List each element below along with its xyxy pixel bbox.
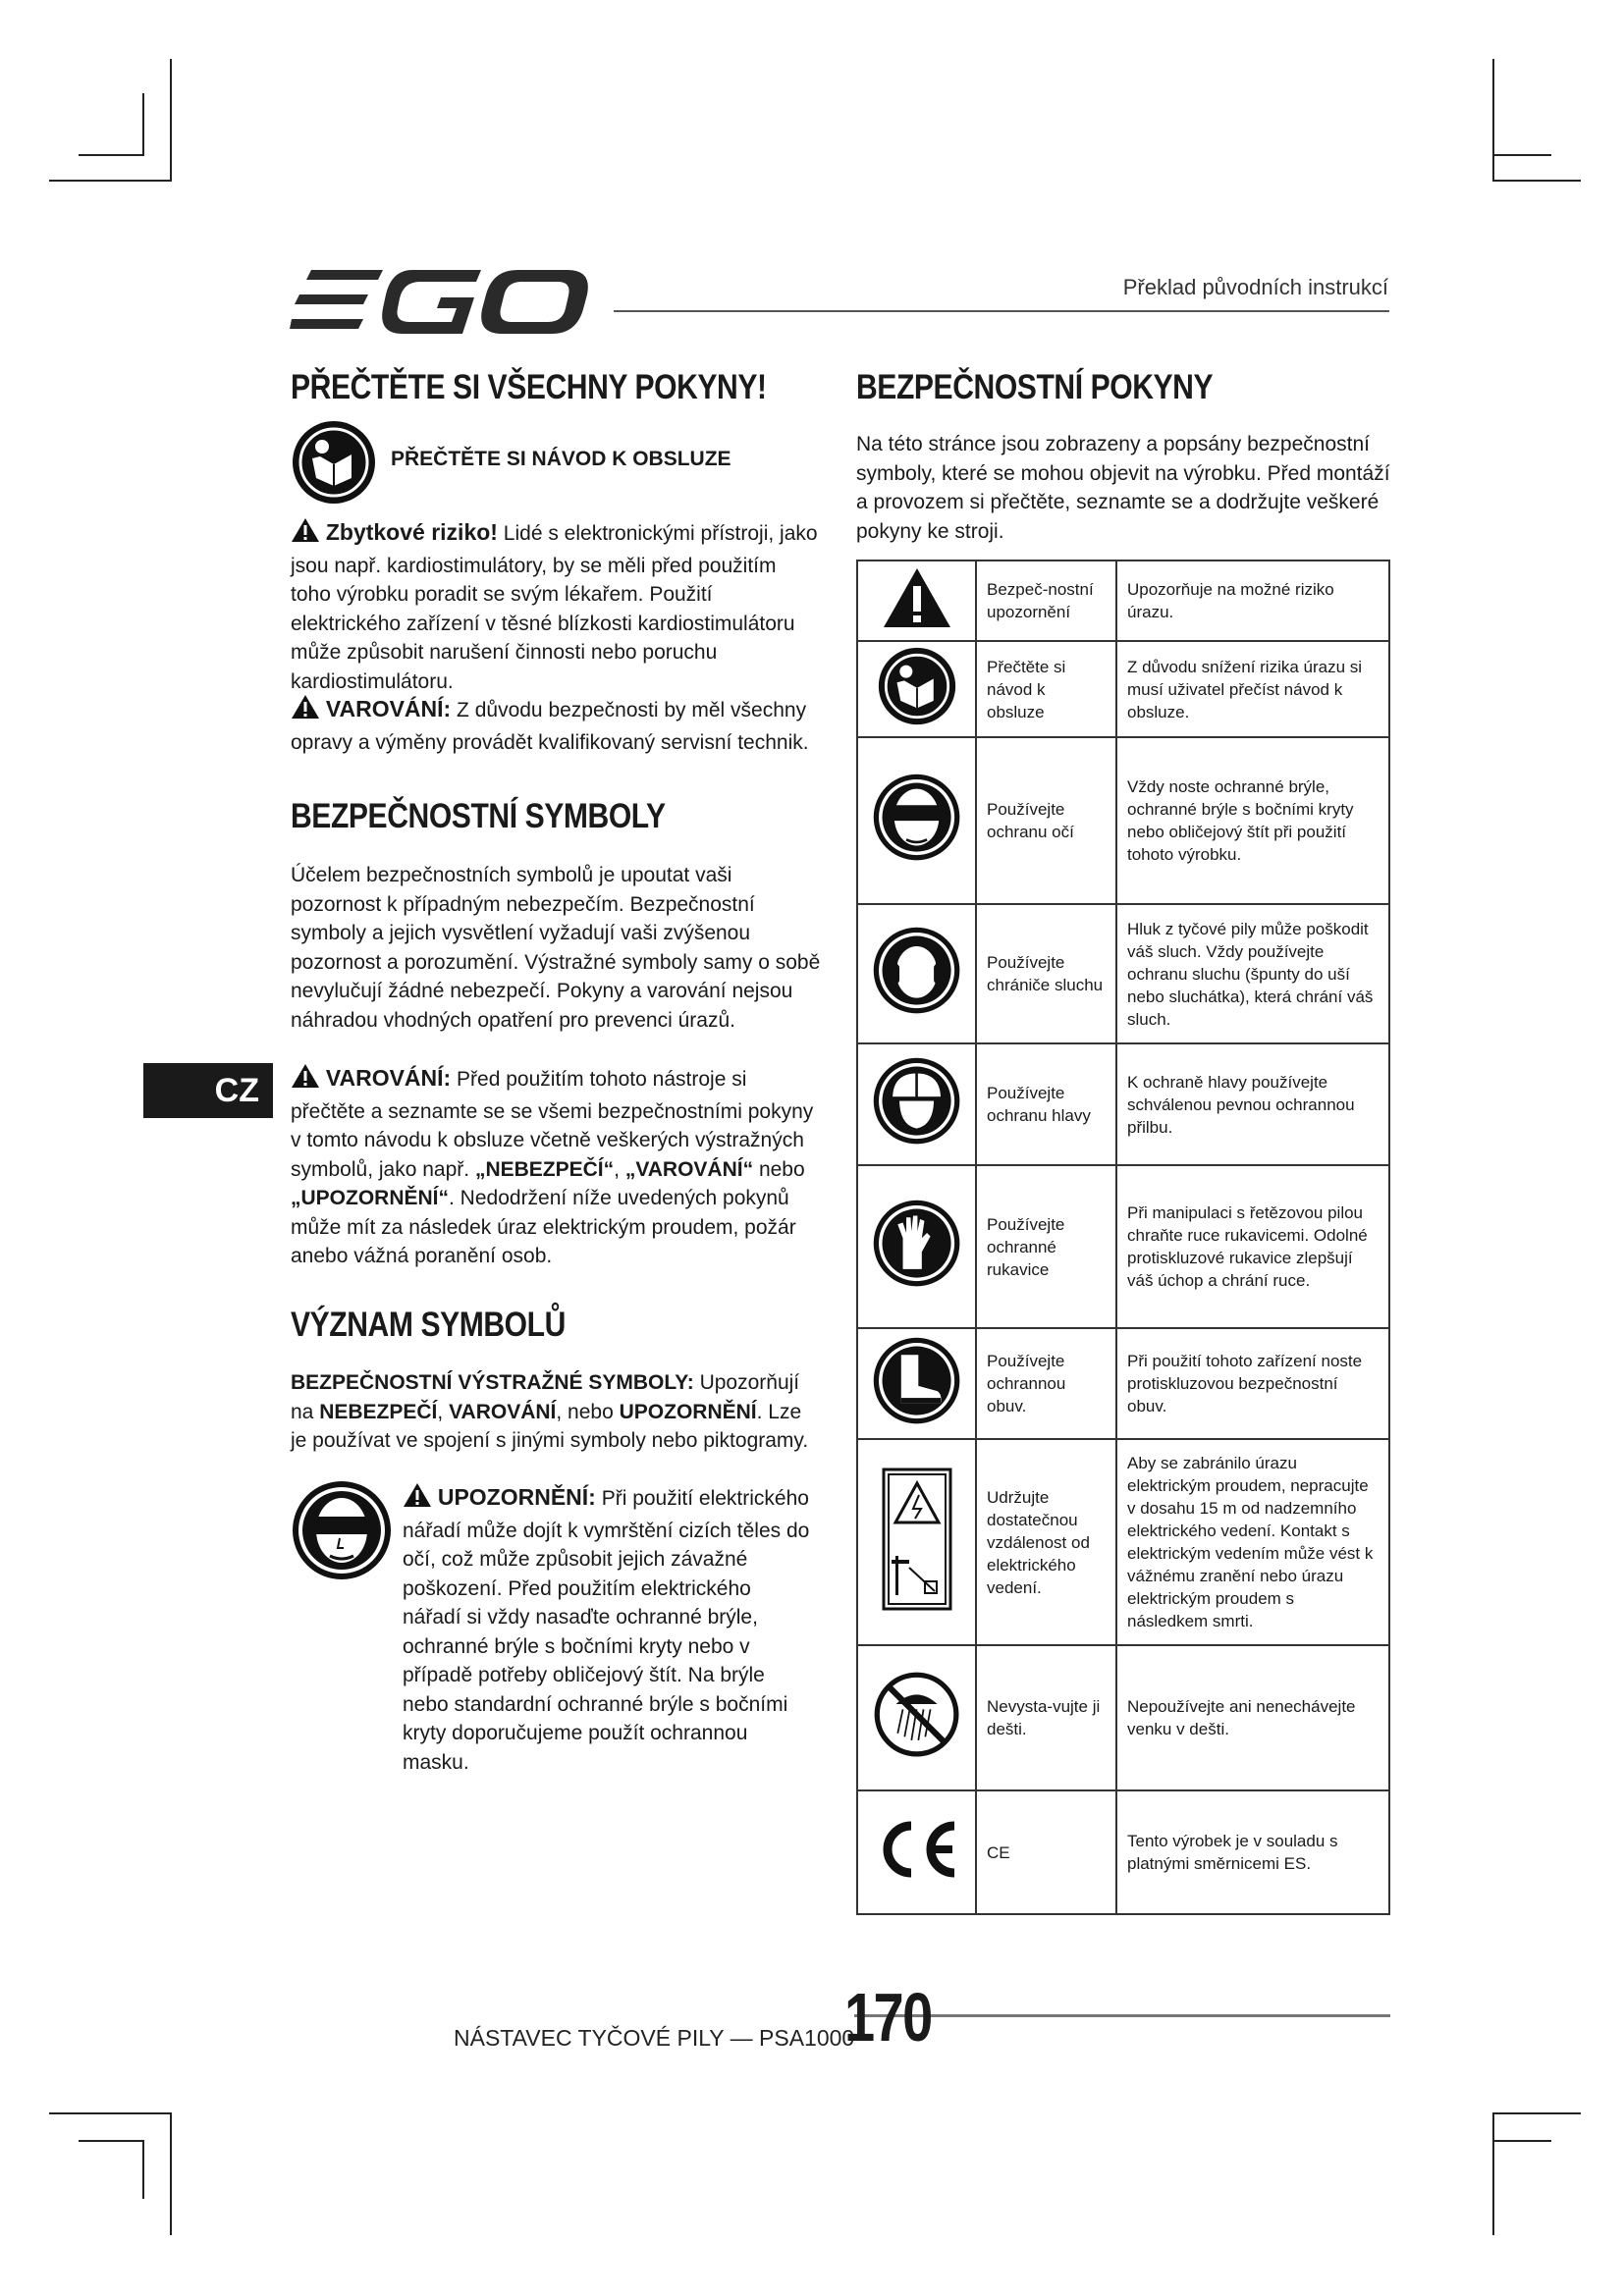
warning-repairs-block — [291, 694, 821, 757]
table-row: Používejte ochrannou obuv. Při použití tohoto zařízení noste protiskluzovou bezpečnostní obuv. — [857, 1328, 1389, 1439]
ego-logo — [290, 265, 589, 339]
read-all-title: PŘEČTĚTE SI VŠECHNY POKYNY! — [291, 368, 767, 406]
table-row: Používejte chrániče sluchu Hluk z tyčové pily může poškodit váš sluch. Vždy používejte ochranu sluchu (špunty do uší nebo sluchátka), která chrání váš sluch. — [857, 904, 1389, 1043]
eye-protection-icon — [291, 1479, 394, 1587]
residual-risk-block — [291, 517, 821, 696]
eye-protection-icon — [857, 737, 976, 904]
danger-word: „NEBEZPEČÍ“ — [474, 1157, 615, 1181]
caution-block — [403, 1482, 815, 1777]
ce-mark-icon — [857, 1790, 976, 1914]
caution-text: Při použití elektrického nářadí může dojít k vymrštění cizích těles do očí, což může způsobit jejich závažné poškození. Před použitím elektrického nářadí si vždy nasaďte ochranné brýle, ochranné brýle s bočními kryty nebo v případě potřeby obličejový štít. Na brýle nebo standardní ochranné brýle s bočními kryty doporučujeme použít ochrannou masku. — [403, 1487, 810, 1774]
meaning-title: VÝZNAM SYMBOLŮ — [291, 1306, 566, 1344]
boots-icon — [857, 1328, 976, 1439]
table-row: Udržujte dostatečnou vzdálenost od elektrického vedení. Aby se zabránilo úrazu elektrickým proudem, nepracujte v dosahu 15 m od nadzemního elektrického vedení. Kontakt s elektrickým vedením může vést k vážnému zranění nebo úrazu elektrickým proudem s následkem smrti. — [857, 1439, 1389, 1645]
safety-alert-icon — [857, 561, 976, 641]
header-rule — [614, 310, 1389, 312]
read-manual-icon — [857, 641, 976, 737]
residual-risk-text: Lidé s elektronickými přístroji, jako jsou např. kardiostimulátory, by se měli před použitím toho výrobku poradit se svým lékařem. Použití elektrického zařízení v těsné blízkosti kardiostimulátoru může způsobit narušení činnosti nebo poruchu kardiostimulátoru. — [291, 522, 818, 693]
warning-triangle-icon — [291, 1063, 320, 1097]
table-row: Používejte ochranu očí Vždy noste ochranné brýle, ochranné brýle s bočními kryty nebo obličejový štít při použití tohoto výrobku. — [857, 737, 1389, 904]
warning-triangle-icon — [291, 694, 320, 728]
safety-instructions-title: BEZPEČNOSTNÍ POKYNY — [856, 368, 1214, 406]
no-rain-icon — [857, 1645, 976, 1790]
safety-symbols-title: BEZPEČNOSTNÍ SYMBOLY — [291, 797, 666, 835]
warning-word: „VAROVÁNÍ“ — [624, 1157, 754, 1181]
power-line-distance-icon — [857, 1439, 976, 1645]
warning-read-all-text-b: . Nedodržení níže uvedených pokynů může mít za následek úraz elektrickým proudem, požár anebo vážná poranění osob. — [291, 1187, 796, 1267]
warning-label: VAROVÁNÍ: — [325, 696, 452, 721]
language-tab: CZ — [143, 1063, 273, 1118]
gloves-icon — [857, 1165, 976, 1328]
warning-repairs-text: Z důvodu bezpečnosti by měl všechny opravy a výměny provádět kvalifikovaný servisní technik. — [291, 699, 809, 754]
table-row: Používejte ochranné rukavice Při manipulaci s řetězovou pilou chraňte ruce rukavicemi. Odolné protiskluzové rukavice zlepšují váš úchop a chrání ruce. — [857, 1165, 1389, 1328]
footer-rule — [854, 2014, 1390, 2017]
warning-label: VAROVÁNÍ: — [325, 1065, 452, 1091]
warning-triangle-icon — [291, 517, 320, 552]
warning-triangle-icon — [403, 1482, 432, 1517]
caution-label: UPOZORNĚNÍ: — [437, 1484, 596, 1510]
symbols-table — [856, 560, 1390, 1915]
read-manual-icon — [291, 419, 377, 510]
safety-instructions-intro: Na této stránce jsou zobrazeny a popsány bezpečnostní symboly, které se mohou objevit na výrobku. Před montáží a provozem si přečtěte, seznamte se a dodržujte veškeré pokyny ke stroji. — [856, 433, 1390, 543]
table-row: Používejte ochranu hlavy K ochraně hlavy používejte schválenou pevnou ochrannou přilbu. — [857, 1043, 1389, 1165]
ear-protection-icon — [857, 904, 976, 1043]
warning-read-all-text-a: Před použitím tohoto nástroje si přečtěte a seznamte se se všemi bezpečnostními pokyny v tomto návodu k obsluze včetně veškerých výstražných symbolů, jako např. — [291, 1068, 814, 1181]
page-number: 170 — [844, 1979, 932, 2056]
head-protection-icon — [857, 1043, 976, 1165]
alert-label: BEZPEČNOSTNÍ VÝSTRAŽNÉ SYMBOLY: — [291, 1371, 694, 1394]
safety-symbols-text: Účelem bezpečnostních symbolů je upoutat vaši pozornost k případným nebezpečím. Bezpečnostní symboly a jejich vysvětlení vyžadují vaši zvýšenou pozornost a porozumění. Výstražné symboly samy o sobě nevylučují žádné nebezpečí. Pokyny a varování nejsou náhradou vhodných opatření pro prevenci úrazů. — [291, 864, 821, 1032]
residual-risk-label: Zbytkové riziko! — [325, 519, 498, 545]
warning-read-all-block: VAROVÁNÍ: Před použitím tohoto nástroje si přečtěte a seznamte se se všemi bezpečnostními pokyny v tomto návodu k obsluze včetně veškerých výstražných symbolů, jako např. „NEBEZPEČÍ“, „VAROVÁNÍ“ nebo „UPOZORNĚNÍ“. Nedodržení níže uvedených pokynů může mít za následek úraz elektrickým proudem, požár anebo vážná poranění osob. — [291, 1065, 814, 1267]
caution-word: „UPOZORNĚNÍ“ — [291, 1187, 450, 1209]
table-row: Nevysta-vujte ji dešti. Nepoužívejte ani nenechávejte venku v dešti. — [857, 1645, 1389, 1790]
alert-symbols-block: BEZPEČNOSTNÍ VÝSTRAŽNÉ SYMBOLY: Upozorňují na NEBEZPEČÍ, VAROVÁNÍ, nebo UPOZORNĚNÍ. Lze je používat ve spojení s jinými symboly nebo piktogramy. — [291, 1371, 809, 1452]
read-manual-label: PŘEČTĚTE SI NÁVOD K OBSLUZE — [391, 448, 731, 470]
table-row: CE Tento výrobek je v souladu s platnými směrnicemi ES. — [857, 1790, 1389, 1914]
document-subtitle: Překlad původních instrukcí — [1122, 275, 1388, 299]
table-row: Přečtěte si návod k obsluze Z důvodu snížení rizika úrazu si musí uživatel přečíst návod k obsluze. — [857, 641, 1389, 737]
footer-title: NÁSTAVEC TYČOVÉ PILY — PSA1000 — [454, 2025, 855, 2051]
table-row: Bezpeč-nostní upozornění Upozorňuje na možné riziko úrazu. — [857, 561, 1389, 641]
